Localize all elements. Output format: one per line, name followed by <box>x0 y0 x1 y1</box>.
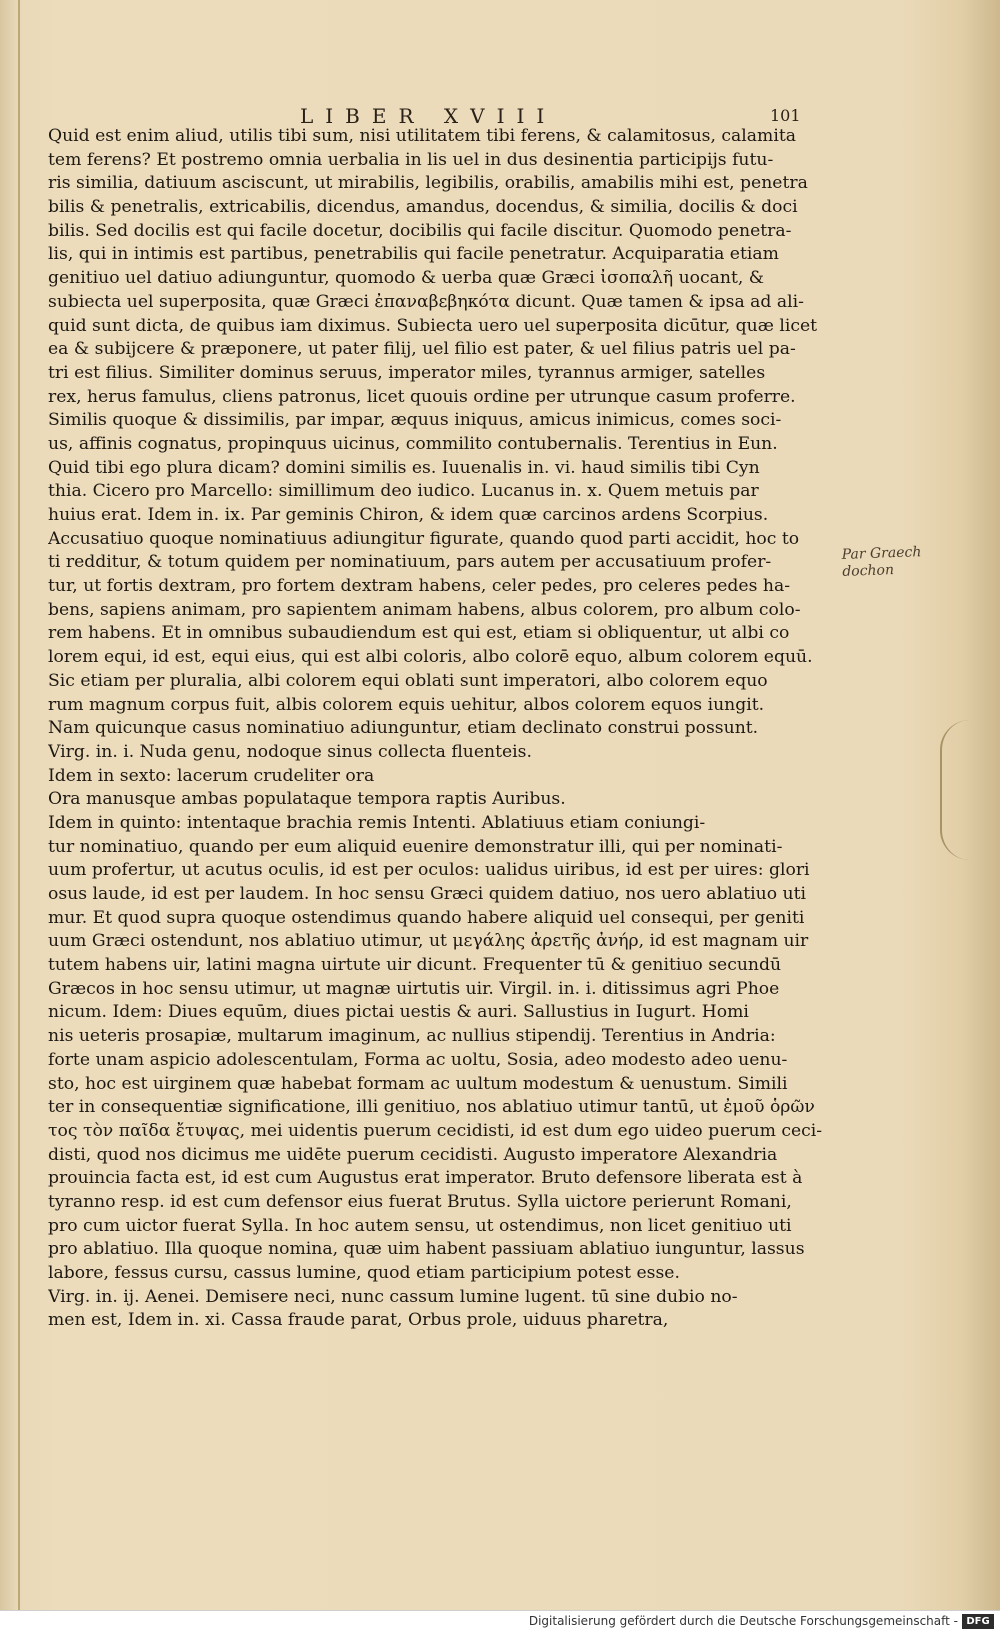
text-line: Sic etiam per pluralia, albi colorem equi oblati sunt imperatori, albo colorem equo <box>48 670 768 691</box>
text-line: Virg. in. ij. Aenei. Demisere neci, nunc cassum lumine lugent. tū sine dubio no- <box>48 1286 738 1307</box>
text-line: tem ferens? Et postremo omnia uerbalia in lis uel in dus desinentia participijs futu- <box>48 149 774 170</box>
text-line: genitiuo uel datiuo adiunguntur, quomodo & uerba quæ Græci ἰσοπαλῆ uocant, & <box>48 268 765 289</box>
text-line: Græcos in hoc sensu utimur, ut magnæ uirtutis uir. Virgil. in. i. ditissimus agri Phoe <box>48 978 780 999</box>
text-line: Virg. in. i. Nuda genu, nodoque sinus collecta fluenteis. <box>48 741 532 762</box>
text-line: ter in consequentiæ significatione, illi genitiuo, nos ablatiuo utimur tantū, ut ἐμοῦ ὁρῶν <box>48 1097 815 1118</box>
text-line: bens, sapiens animam, pro sapientem animam habens, albus colorem, pro album colo- <box>48 599 801 620</box>
text-line: sto, hoc est uirginem quæ habebat formam ac uultum modestum & uenustum. Simili <box>48 1073 788 1094</box>
text-line: forte unam aspicio adolescentulam, Forma ac uoltu, Sosia, adeo modesto adeo uenu- <box>48 1049 788 1070</box>
text-line: Idem in quinto: intentaque brachia remis Intenti. Ablatiuus etiam coniungi- <box>48 812 706 833</box>
text-line: Idem in sexto: lacerum crudeliter ora <box>48 765 375 786</box>
text-line: pro ablatiuo. Illa quoque nomina, quæ uim habent passiuam ablatiuo iunguntur, lassus <box>48 1239 805 1260</box>
text-line: uum profertur, ut acutus oculis, id est per oculos: ualidus uiribus, id est per uires: glori <box>48 860 810 881</box>
text-line: rum magnum corpus fuit, albis colorem equis uehitur, albos colorem equos iungit. <box>48 694 765 715</box>
text-line: bilis & penetralis, extricabilis, dicendus, amandus, docendus, & similia, docilis & doci <box>48 197 798 218</box>
text-line: men est, Idem in. xi. Cassa fraude parat, Orbus prole, uiduus pharetra, <box>48 1310 669 1331</box>
folio-number: 101 <box>770 106 801 125</box>
text-line: tri est filius. Similiter dominus seruus, imperator miles, tyrannus armiger, satelles <box>48 362 766 383</box>
text-line: ris similia, datiuum asciscunt, ut mirabilis, legibilis, orabilis, amabilis mihi est, penetra <box>48 173 808 194</box>
text-line: osus laude, id est per laudem. In hoc sensu Græci quidem datiuo, nos uero ablatiuo uti <box>48 884 806 904</box>
page-fold <box>940 720 982 860</box>
text-line: tyranno resp. id est cum defensor eius fuerat Brutus. Sylla uictore perierunt Romani, <box>48 1191 792 1212</box>
text-line: tur nominatiuo, quando per eum aliquid euenire demonstratur illi, qui per nominati- <box>48 836 783 857</box>
text-line: nicum. Idem: Diues equūm, diues pictai uestis & auri. Sallustius in Iugurt. Homi <box>48 1002 749 1023</box>
text-line: Quid est enim aliud, utilis tibi sum, nisi utilitatem tibi ferens, & calamitosus, calamita <box>48 126 797 146</box>
text-line: rex, herus famulus, cliens patronus, licet quouis ordine per utrunque casum proferre. <box>48 386 796 407</box>
text-line: nis ueteris prosapiæ, multarum imaginum, ac nullius stipendij. Terentius in Andria: <box>48 1026 776 1047</box>
text-line: rem habens. Et in omnibus subaudiendum est qui est, etiam si obliquentur, ut albi co <box>48 623 790 644</box>
text-line: τος τὸν παῖδα ἔτυψας, mei uidentis puerum cecidisti, id est dum ego uideo puerum ceci- <box>48 1120 823 1141</box>
text-line: ti redditur, & totum quidem per nominatiuum, pars autem per accusatiuum profer- <box>48 552 772 573</box>
text-line: ea & subijcere & præponere, ut pater filij, uel filio est pater, & uel filius patris uel pa- <box>48 339 796 360</box>
text-line: huius erat. Idem in. ix. Par geminis Chiron, & idem quæ carcinos ardens Scorpius. <box>48 505 769 525</box>
body-text <box>48 125 838 1333</box>
dfg-logo: DFG <box>962 1614 994 1629</box>
text-line: bilis. Sed docilis est qui facile docetur, docibilis qui facile discitur. Quomodo penetra- <box>48 220 792 241</box>
text-line: disti, quod nos dicimus me uidēte puerum cecidisti. Augusto imperatore Alexandria <box>48 1144 778 1165</box>
text-line: uum Græci ostendunt, nos ablatiuo utimur, ut μεγάλης ἀρετῆς ἀνήρ, id est magnam uir <box>48 931 809 952</box>
text-line: labore, fessus cursu, cassus lumine, quod etiam participium potest esse. <box>48 1263 680 1283</box>
text-line: Similis quoque & dissimilis, par impar, æquus iniquus, amicus inimicus, comes soci- <box>48 410 782 431</box>
text-line: Nam quicunque casus nominatiuo adiunguntur, etiam declinato construi possunt. <box>48 718 759 739</box>
text-line: subiecta uel superposita, quæ Græci ἐπαναβεβηκότα dicunt. Quæ tamen & ipsa ad ali- <box>48 291 804 312</box>
handwritten-margin-note: Par Graech dochon <box>841 544 922 580</box>
text-line: Accusatiuo quoque nominatiuus adiungitur figurate, quando quod parti accidit, hoc to <box>48 528 800 549</box>
text-line: tutem habens uir, latini magna uirtute uir dicunt. Frequenter tū & genitiuo secundū <box>48 955 782 976</box>
text-line: lorem equi, id est, equi eius, qui est albi coloris, albo colorē equo, album colorem equū. <box>48 647 813 668</box>
text-line: pro cum uictor fuerat Sylla. In hoc autem sensu, ut ostendimus, non licet genitiuo uti <box>48 1215 792 1236</box>
footer-credit: Digitalisierung gefördert durch die Deutsche Forschungsgemeinschaft - <box>528 1614 958 1628</box>
text-line: thia. Cicero pro Marcello: simillimum deo iudico. Lucanus in. x. Quem metuis par <box>48 481 759 502</box>
text-line: prouincia facta est, id est cum Augustus erat imperator. Bruto defensore liberata est à <box>48 1168 803 1189</box>
text-line: us, affinis cognatus, propinquus uicinus, commilito contubernalis. Terentius in Eun. <box>48 433 778 454</box>
text-line: quid sunt dicta, de quibus iam diximus. Subiecta uero uel superposita dicūtur, quæ licet <box>48 315 818 336</box>
text-line: Quid tibi ego plura dicam? domini similis es. Iuuenalis in. vi. haud similis tibi Cyn <box>48 457 760 478</box>
footer-bar <box>0 1610 1000 1633</box>
text-line: mur. Et quod supra quoque ostendimus quando habere aliquid uel consequi, per geniti <box>48 907 805 928</box>
text-line: tur, ut fortis dextram, pro fortem dextram habens, celer pedes, pro celeres pedes ha- <box>48 576 791 597</box>
page-edge <box>18 0 20 1610</box>
text-line: lis, qui in intimis est partibus, penetrabilis qui facile penetratur. Acquiparatia etiam <box>48 244 779 265</box>
text-line: Ora manusque ambas populataque tempora raptis Auribus. <box>48 789 566 810</box>
running-head-title: LIBER XVIII <box>300 104 557 128</box>
